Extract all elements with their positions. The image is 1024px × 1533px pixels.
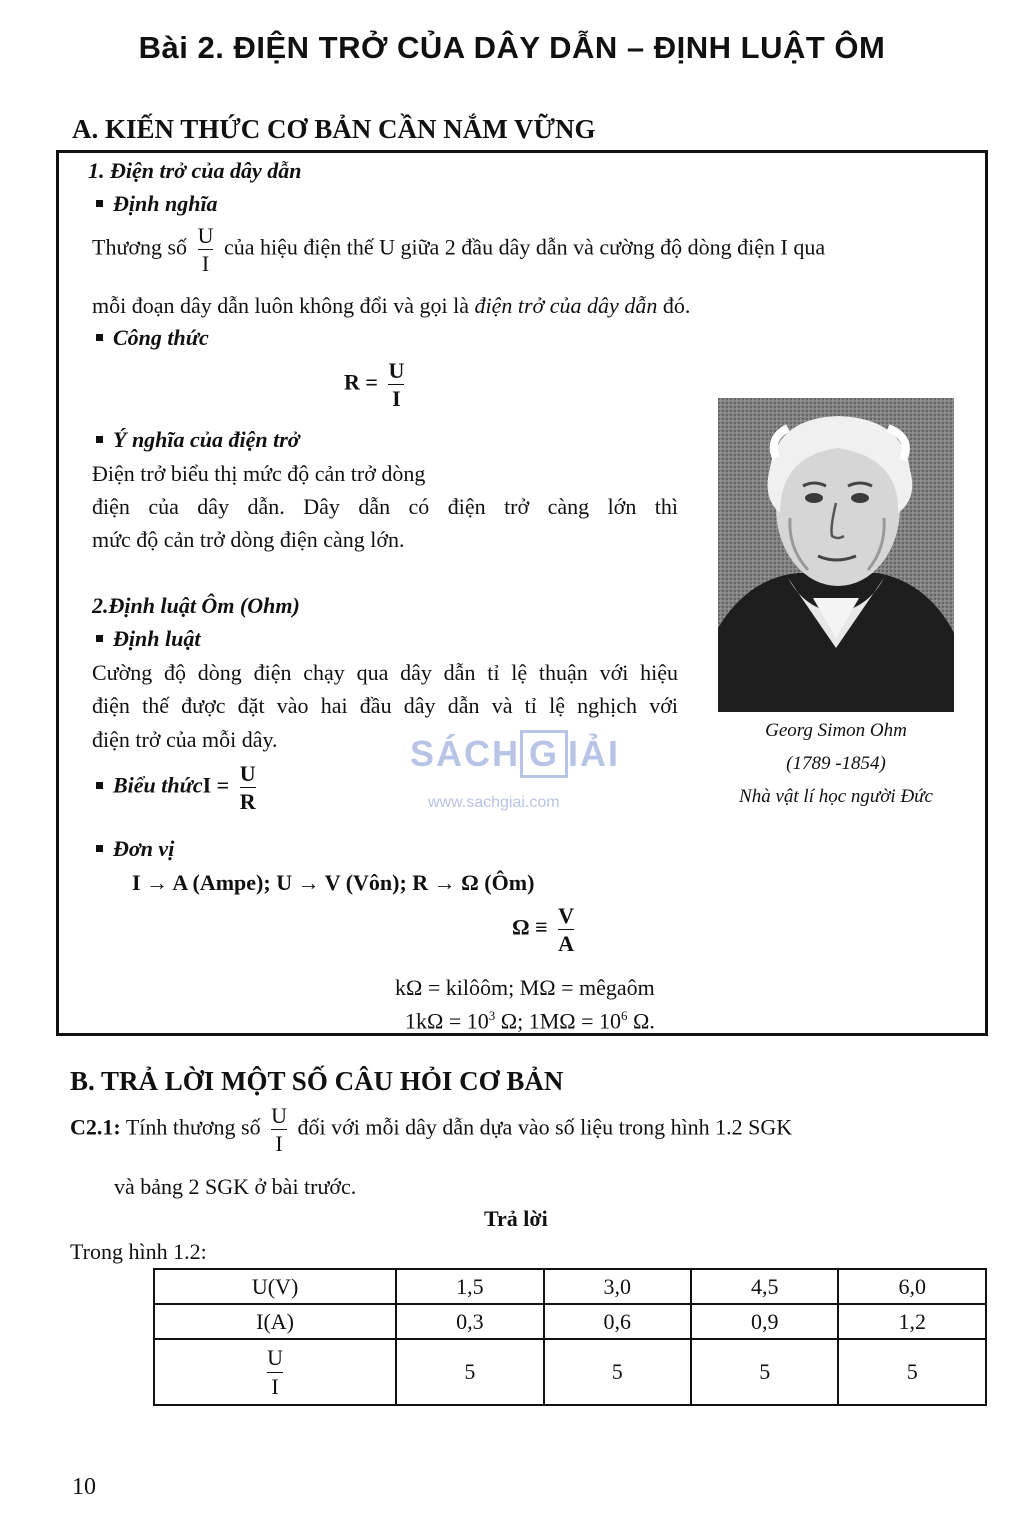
def-pre: Thương số [92,234,188,260]
conv-b-exp: 6 [621,1008,628,1023]
law-line: điện thế được đặt vào hai đầu dây dẫn và tỉ lệ nghịch với [92,693,678,718]
portrait-caption-name: Georg Simon Ohm [765,720,907,741]
fraction-numerator: U [271,1103,288,1128]
definition-line1 [92,224,825,275]
table-cell: 5 [691,1339,838,1405]
fraction-numerator: V [558,903,575,928]
fraction-numerator: U [197,223,214,248]
def-post: của hiệu điện thế U giữa 2 đầu dây dẫn và cường độ dòng điện I qua [223,234,826,260]
question-fraction [271,1104,287,1155]
law-heading [96,626,200,652]
table-intro: Trong hình 1.2: [70,1239,207,1264]
watermark-url: www.sachgiai.com [428,794,560,811]
definition-heading-text: Định nghĩa [113,191,218,216]
section-b-heading: B. TRẢ LỜI MỘT SỐ CÂU HỎI CƠ BẢN [70,1066,564,1096]
fraction-numerator: U [267,1345,283,1371]
table-cell: 5 [838,1339,986,1405]
formula-fraction [388,359,404,410]
answer-heading: Trả lời [484,1206,548,1231]
conv-b: Ω; 1MΩ = 10 [495,1008,622,1034]
table-cell: 0,6 [544,1304,691,1339]
unit-line: I → A (Ampe); U → V (Vôn); R → Ω (Ôm) [132,870,535,895]
fraction-numerator: U [388,358,405,383]
bullet-icon [96,200,103,207]
ohm-fraction [558,904,574,955]
fraction-denominator: R [239,789,256,815]
table-cell: 3,0 [544,1269,691,1304]
bullet-icon [96,436,103,443]
question-label: C2.1: [70,1114,121,1140]
ohm-definition [512,904,579,955]
table-row [154,1304,986,1339]
part2-title: 2.Định luật Ôm (Ohm) [92,593,300,618]
ratio-fraction [267,1346,283,1397]
ohm-lhs: Ω ≡ [512,914,548,940]
bullet-icon [96,334,103,341]
page-title: Bài 2. ĐIỆN TRỞ CỦA DÂY DẪN – ĐỊNH LUẬT ÔM [138,30,886,65]
table-cell: 5 [396,1339,543,1405]
table-cell: 0,3 [396,1304,543,1339]
question-pre: Tính thương số [125,1114,261,1140]
formula-lhs: R = [344,369,378,395]
bullet-icon [96,782,103,789]
table-row-label: U(V) [154,1269,396,1304]
meaning-line: Điện trở biểu thị mức độ cản trở dòng [92,461,426,486]
table-row [154,1339,986,1405]
table-cell: 6,0 [838,1269,986,1304]
question-post: đối với mỗi dây dẫn dựa vào số liệu trong hình 1.2 SGK [297,1114,793,1140]
expression-lhs: I = [202,772,230,798]
formula-r [344,359,409,410]
question-c21 [70,1104,792,1155]
meaning-line: mức độ cản trở dòng điện càng lớn. [92,527,405,552]
fraction-u-over-i [198,224,214,275]
definition-line2 [92,293,690,319]
watermark-text-post: IẢI [568,733,621,774]
expression-heading-text: Biểu thức [113,772,203,798]
conv-a-exp: 3 [488,1008,496,1023]
table-row-label: I(A) [154,1304,396,1339]
meaning-heading [96,427,300,453]
law-heading-text: Định luật [113,626,201,651]
table-cell: 5 [544,1339,691,1405]
portrait-caption-dates: (1789 -1854) [786,753,886,774]
def-term: điện trở của dây dẫn [474,293,658,318]
fraction-denominator: I [201,251,210,277]
fraction-denominator: I [275,1131,283,1157]
watermark-logo [410,730,620,778]
table-cell: 1,5 [396,1269,543,1304]
fraction-denominator: A [558,931,575,957]
question-line2: và bảng 2 SGK ở bài trước. [114,1174,357,1199]
data-table [153,1268,987,1406]
section-a-heading: A. KIẾN THỨC CƠ BẢN CẦN NẮM VỮNG [72,114,596,144]
table-cell: 0,9 [691,1304,838,1339]
unit-heading-text: Đơn vị [113,836,175,861]
definition-heading [96,191,218,217]
meaning-heading-text: Ý nghĩa của điện trở [113,427,300,452]
unit-heading [96,836,174,862]
law-line: điện trở của mỗi dây. [92,727,278,752]
law-line: Cường độ dòng điện chạy qua dây dẫn tỉ lệ thuận với hiệu [92,660,678,685]
kilo-mega-line: kΩ = kilôôm; MΩ = mêgaôm [395,975,655,1000]
formula-heading-text: Công thức [113,325,209,350]
fraction-numerator: U [239,761,256,786]
ohm-portrait-image [718,398,954,712]
page-number: 10 [72,1474,96,1500]
conv-c: Ω. [627,1008,655,1034]
fraction-denominator: I [392,386,401,412]
meaning-line: điện của dây dẫn. Dây dẫn có điện trở càng lớn thì [92,494,678,519]
watermark-g-icon: G [520,730,568,778]
conv-a: 1kΩ = 10 [405,1008,489,1034]
table-row-label [154,1339,396,1405]
bullet-icon [96,635,103,642]
table-row [154,1269,986,1304]
watermark-text-pre: SÁCH [410,733,521,774]
fraction-denominator: I [271,1373,279,1399]
bullet-icon [96,845,103,852]
conversion-line [405,1008,655,1034]
def-line2-pre: mỗi đoạn dây dẫn luôn không đổi và gọi là [92,293,469,318]
table-cell: 4,5 [691,1269,838,1304]
portrait-caption-role: Nhà vật lí học người Đức [739,786,933,807]
table-cell: 1,2 [838,1304,986,1339]
formula-heading [96,325,209,351]
expression-fraction [240,762,256,813]
part1-title: 1. Điện trở của dây dẫn [88,158,302,183]
expression-line [96,762,261,813]
def-line2-post: đó. [662,293,691,318]
